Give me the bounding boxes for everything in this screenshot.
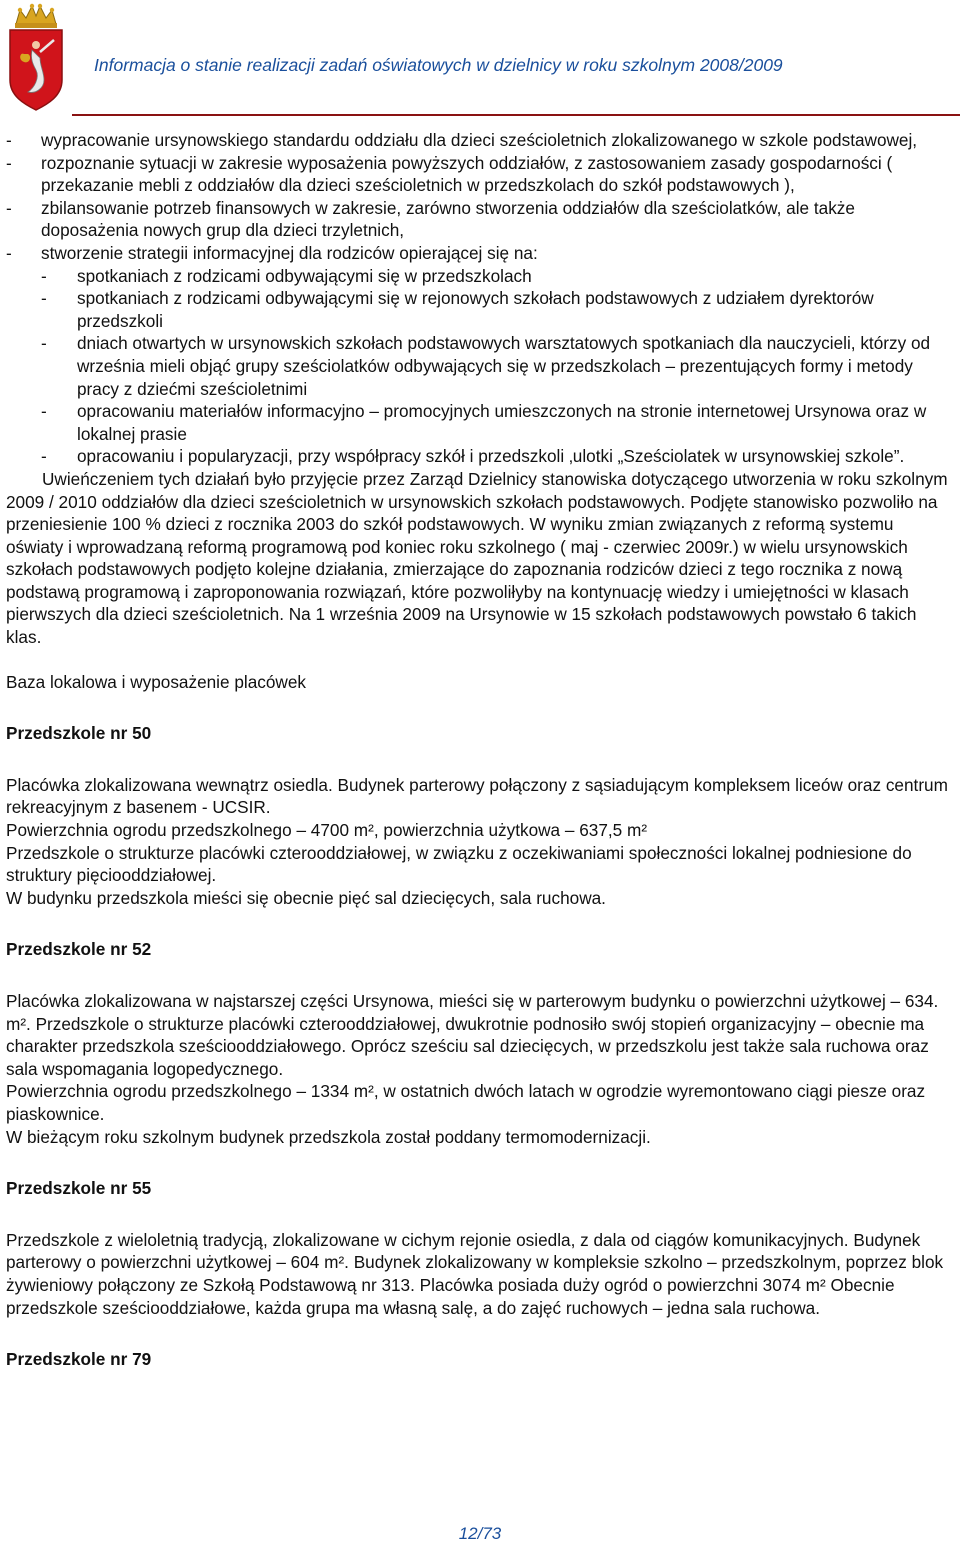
bullet-dash: - [41, 333, 47, 354]
bullet-dash: - [41, 446, 47, 467]
bullet-dash: - [41, 288, 47, 309]
heading-przedszkole-50: Przedszkole nr 50 [6, 723, 152, 744]
warsaw-coat-of-arms-logo [6, 2, 66, 112]
heading-przedszkole-79: Przedszkole nr 79 [6, 1349, 152, 1370]
paragraph: W budynku przedszkola mieści się obecnie pięć sal dziecięcych, sala ruchowa. [6, 887, 606, 908]
summary-paragraph: Uwieńczeniem tych działań było przyjęcie przez Zarząd Dzielnicy stanowiska dotyczącego utworzenia w roku szkolnym 2009 / 2010 oddziałów dla dzieci sześcioletnich w ursynowskich szkołach podstawowych. Podjęte stanowisko pozwoliło na przeniesienie 100 % dzieci z rocznika 2003 do szkół podstawowych. W wyniku zmian związanych z reformą systemu oświaty i wprowadzaną reformą programową pod koniec roku szkolnego ( maj - czerwiec 2009r.) w wielu ursynowskich szkołach podstawowych podjęto kolejne działania, zmierzające do zapoznania rodziców dzieci z tego rocznika z nową podstawą programową i zaproponowania rozwiązań, które pozwoliłyby na kontynuację wiedzy i umiejętności w klasach pierwszych dla dzieci sześcioletnich. Na 1 września 2009 na Ursynowie w 15 szkołach podstawowych powstało 6 takich klas. [6, 468, 948, 648]
section-title: Baza lokalowa i wyposażenie placówek [6, 671, 306, 692]
bullet-dash: - [6, 130, 12, 150]
heading-przedszkole-52: Przedszkole nr 52 [6, 939, 152, 960]
paragraph: Powierzchnia ogrodu przedszkolnego – 4700 m², powierzchnia użytkowa – 637,5 m² [6, 820, 648, 841]
bullet-dash: - [6, 197, 12, 218]
sublist-item: - spotkaniach z rodzicami odbywającymi się w rejonowych szkołach podstawowych z udziałem dyrektorów przedszkoli [41, 288, 874, 331]
paragraph: Placówka zlokalizowana w najstarszej części Ursynowa, mieści się w parterowym budynku o powierzchni użytkowej – 634. m². Przedszkole o strukturze placówki czterooddziałowej, dwukrotnie podnosiło swój stopień organizacyjny – obecnie ma charakter przedszkola sześciooddziałowego. Oprócz sześciu sal dziecięcych, w przedszkolu jest także sala ruchowa oraz sala wspomagania logopedycznego. [6, 991, 939, 1079]
bullet-dash: - [41, 401, 47, 422]
paragraph: Placówka zlokalizowana wewnątrz osiedla. Budynek parterowy połączony z sąsiadującym kompleksem liceów oraz centrum rekreacyjnym z basenem - UCSIR. [6, 774, 948, 818]
paragraph: W bieżącym roku szkolnym budynek przedszkola został poddany termomodernizacji. [6, 1126, 651, 1147]
list-item: - wypracowanie ursynowskiego standardu oddziału dla dzieci sześcioletnich zlokalizowanego w szkole podstawowej, [6, 130, 918, 150]
page-number: 12/73 [458, 1524, 502, 1543]
sublist-item: - dniach otwartych w ursynowskich szkołach podstawowych warsztatowych spotkaniach dla nauczycieli, którzy od września mieli objąć grupy sześciolatków odbywających się w przedszkolach – prezentujących formy i metody pracy z dziećmi sześcioletnimi [41, 333, 931, 399]
document-body [6, 129, 954, 1371]
bullet-dash: - [41, 265, 47, 286]
paragraph: Powierzchnia ogrodu przedszkolnego – 1334 m², w ostatnich dwóch latach w ogrodzie wyremontowano ciągi piesze oraz piaskownice. [6, 1081, 926, 1124]
page-header [0, 0, 960, 118]
paragraph: Przedszkole o strukturze placówki czterooddziałowej, w związku z oczekiwaniami społeczności lokalnej podniesione do struktury pięciooddziałowej. [6, 842, 912, 886]
list-item: - stworzenie strategii informacyjnej dla rodziców opierającej się na: [6, 242, 538, 263]
bullet-dash: - [6, 242, 12, 263]
document-header-title: Informacja o stanie realizacji zadań oświatowych w dzielnicy w roku szkolnym 2008/2009 [94, 55, 783, 75]
sublist-item: - spotkaniach z rodzicami odbywającymi się w przedszkolach [41, 265, 532, 286]
header-divider [72, 114, 960, 116]
paragraph: Przedszkole z wieloletnią tradycją, zlokalizowane w cichym rejonie osiedla, z dala od ciągów komunikacyjnych. Budynek parterowy o powierzchni użytkowej – 604 m². Budynek zlokalizowany w kompleksie szkolno – przedszkolnym, poprzez blok żywieniowy połączony ze Szkołą Podstawową nr 313. Placówka posiada duży ogród o powierzchni 3074 m² Obecnie przedszkole sześciooddziałowe, każda grupa ma własną salę, a do zajęć ruchowych – jedna sala ruchowa. [6, 1229, 944, 1318]
bullet-dash: - [6, 152, 12, 173]
heading-przedszkole-55: Przedszkole nr 55 [6, 1178, 152, 1199]
list-item: - zbilansowanie potrzeb finansowych w zakresie, zarówno stworzenia oddziałów dla sześciolatków, ale także doposażenia nowych grup dla dzieci trzyletnich, [6, 197, 855, 241]
list-item: - rozpoznanie sytuacji w zakresie wyposażenia powyższych oddziałów, z zastosowaniem zasady gospodarności ( przekazanie mebli z oddziałów dla dzieci sześcioletnich w przedszkolach do szkół podstawowych ), [6, 152, 893, 196]
sublist-item: - opracowaniu i popularyzacji, przy współpracy szkół i przedszkoli ‚ulotki „Sześciolatek w ursynowskiej szkole”. [41, 446, 905, 467]
sublist-item: - opracowaniu materiałów informacyjno – promocyjnych umieszczonych na stronie internetowej Ursynowa oraz w lokalnej prasie [41, 401, 927, 444]
